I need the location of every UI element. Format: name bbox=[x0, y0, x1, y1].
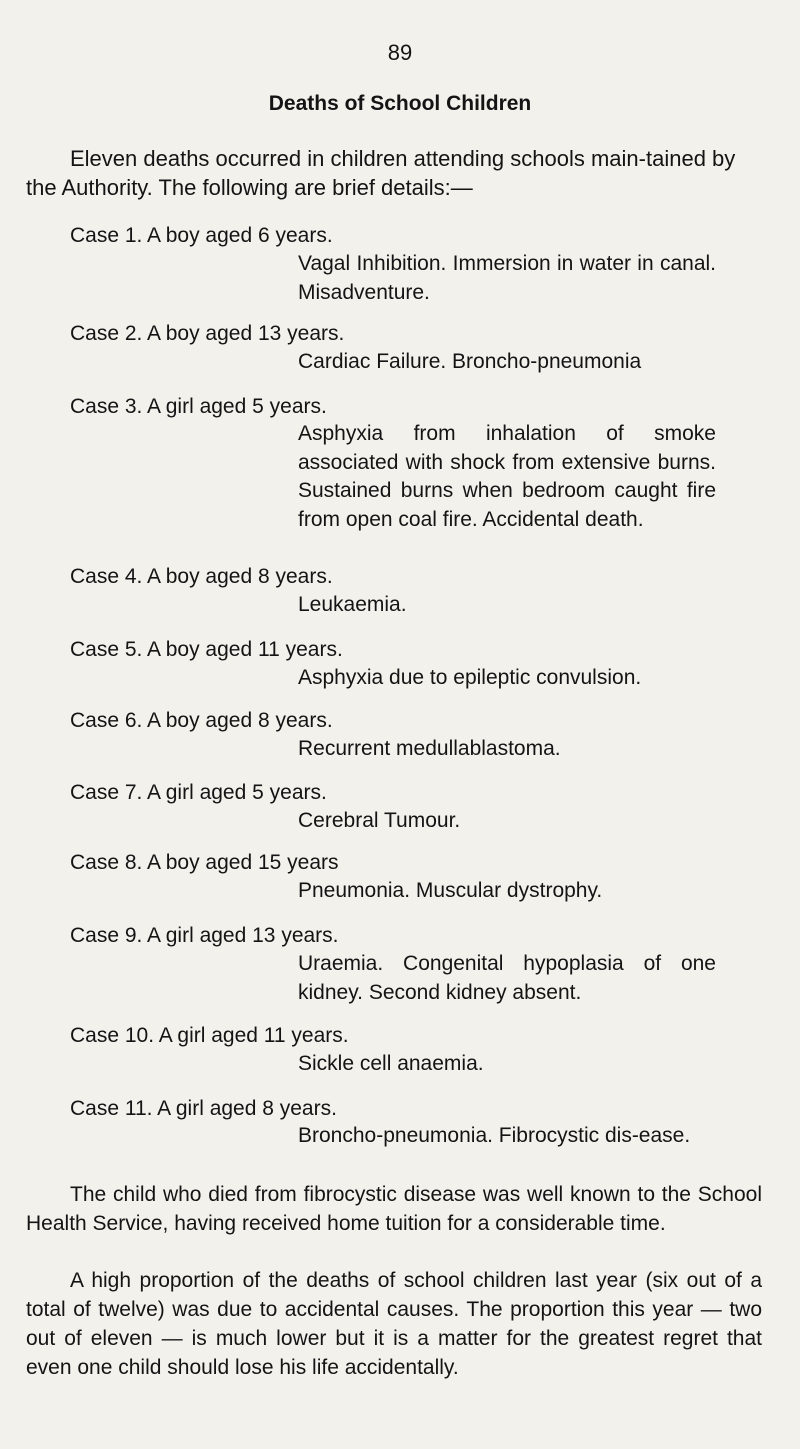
intro-paragraph: Eleven deaths occurred in children attending schools main-tained by the Authority. The following are brief details:— bbox=[26, 146, 736, 200]
accidental-causes-paragraph: A high proportion of the deaths of school children last year (six out of a total of twelve) was due to accidental causes. The proportion this year — two out of eleven — is much lower but it is a matter for the greatest regret that even one child should lose his life accidentally. bbox=[26, 1269, 762, 1379]
case-11-detail: Broncho-pneumonia. Fibrocystic dis-ease. bbox=[298, 1124, 691, 1147]
case-10-label: Case 10. A girl aged 11 years. bbox=[70, 1024, 349, 1047]
case-3-label: Case 3. A girl aged 5 years. bbox=[70, 395, 327, 418]
case-3-detail: Asphyxia from inhalation of smoke associated with shock from extensive burns. Sustained burns when bedroom caught fire from open coal fire. Accidental death. bbox=[298, 422, 716, 531]
case-7-label: Case 7. A girl aged 5 years. bbox=[70, 781, 327, 804]
case-2-detail: Cardiac Failure. Broncho-pneumonia bbox=[298, 350, 642, 373]
case-8-detail: Pneumonia. Muscular dystrophy. bbox=[298, 879, 603, 902]
case-5-detail: Asphyxia due to epileptic convulsion. bbox=[298, 666, 642, 689]
fibrocystic-paragraph: The child who died from fibrocystic disease was well known to the School Health Service, having received home tuition for a considerable time. bbox=[26, 1183, 762, 1235]
case-9-label: Case 9. A girl aged 13 years. bbox=[70, 924, 339, 947]
case-11-label: Case 11. A girl aged 8 years. bbox=[70, 1097, 337, 1120]
case-2-label: Case 2. A boy aged 13 years. bbox=[70, 322, 345, 345]
page-number: 89 bbox=[387, 40, 413, 65]
case-6-detail: Recurrent medullablastoma. bbox=[298, 737, 561, 760]
case-9-detail: Uraemia. Congenital hypoplasia of one kidney. Second kidney absent. bbox=[298, 952, 716, 1004]
case-8-label: Case 8. A boy aged 15 years bbox=[70, 851, 339, 874]
case-6-label: Case 6. A boy aged 8 years. bbox=[70, 709, 333, 732]
case-4-detail: Leukaemia. bbox=[298, 593, 407, 616]
page-title: Deaths of School Children bbox=[268, 92, 532, 115]
case-4-label: Case 4. A boy aged 8 years. bbox=[70, 565, 333, 588]
case-1-label: Case 1. A boy aged 6 years. bbox=[70, 224, 333, 247]
case-10-detail: Sickle cell anaemia. bbox=[298, 1052, 484, 1075]
case-7-detail: Cerebral Tumour. bbox=[298, 809, 461, 832]
case-1-detail: Vagal Inhibition. Immersion in water in canal. Misadventure. bbox=[298, 252, 716, 304]
case-5-label: Case 5. A boy aged 11 years. bbox=[70, 638, 343, 661]
